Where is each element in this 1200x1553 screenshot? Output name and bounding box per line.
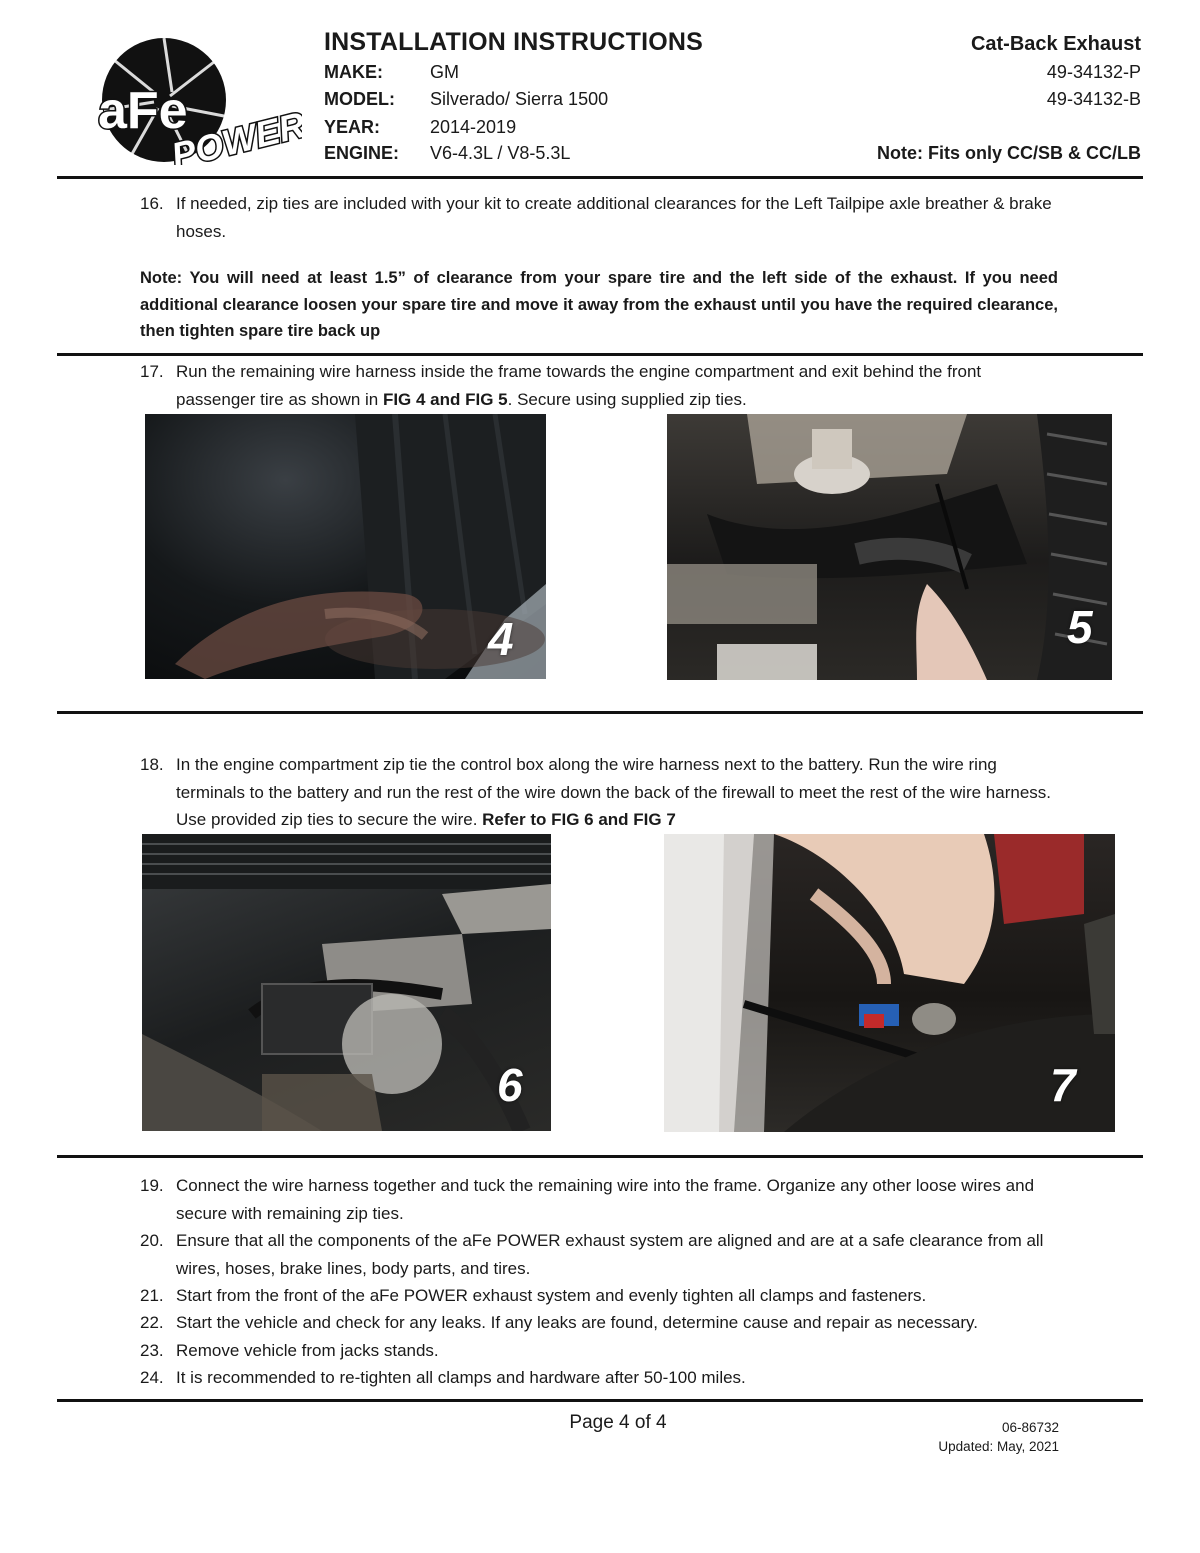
step-number: 23.	[140, 1341, 164, 1360]
spec-make-label: MAKE:	[324, 62, 383, 82]
step-text: Connect the wire harness together and tuck the remaining wire into the frame. Organize any other loose wires and secure with remaining zip ties.	[176, 1176, 1035, 1223]
figure-5-label: 5	[1067, 601, 1093, 653]
part-number-p: 49-34132-P	[1046, 62, 1141, 82]
step-18	[140, 751, 1060, 834]
figure-4-photo	[145, 414, 546, 679]
spec-model-value: Silverado/ Sierra 1500	[430, 89, 609, 109]
step-text: Start from the front of the aFe POWER exhaust system and evenly tighten all clamps and fasteners.	[176, 1286, 927, 1305]
part-number-b: 49-34132-B	[1046, 89, 1141, 109]
footer-divider	[57, 1399, 1143, 1402]
step-text: Ensure that all the components of the aFe POWER exhaust system are aligned and are at a safe clearance from all wires, hoses, brake lines, body parts, and tires.	[176, 1231, 1044, 1278]
spec-year-value: 2014-2019	[430, 117, 517, 137]
step-17	[140, 358, 1060, 413]
step-19	[140, 1172, 1060, 1227]
spec-make-value: GM	[430, 62, 459, 82]
svg-text:POWER: POWER	[167, 103, 302, 165]
step-23	[140, 1337, 1060, 1365]
figure-7-label: 7	[1050, 1059, 1076, 1111]
step-20	[140, 1227, 1060, 1282]
step-text-part: . Secure using supplied zip ties.	[507, 389, 747, 409]
spec-model-label: MODEL:	[324, 89, 395, 109]
page-number: Page 4 of 4	[569, 1412, 667, 1433]
step-number: 18.	[140, 755, 164, 774]
figure-6-photo	[142, 834, 551, 1131]
svg-text:aFe: aFe	[98, 82, 188, 140]
step-24	[140, 1364, 1060, 1392]
step-21	[140, 1282, 1060, 1310]
step-text	[176, 358, 1060, 413]
updated-date: Updated: May, 2021	[938, 1439, 1059, 1454]
step-text: It is recommended to re-tighten all clamps and hardware after 50-100 miles.	[176, 1368, 746, 1387]
figure-7-photo	[664, 834, 1115, 1132]
step-number: 16.	[140, 194, 164, 213]
step-number: 22.	[140, 1313, 164, 1332]
header-divider	[57, 176, 1143, 179]
step-text: Remove vehicle from jacks stands.	[176, 1341, 439, 1360]
step-number: 17.	[140, 362, 164, 381]
document-code: 06-86732	[1001, 1420, 1059, 1435]
step-number: 20.	[140, 1231, 164, 1250]
step-16	[140, 190, 1060, 245]
document-title: INSTALLATION INSTRUCTIONS	[324, 28, 704, 56]
figure-6-label: 6	[497, 1059, 523, 1111]
section-divider	[57, 711, 1143, 714]
step-number: 24.	[140, 1368, 164, 1387]
afe-power-logo	[92, 30, 302, 165]
figure-reference: Refer to FIG 6 and FIG 7	[482, 810, 676, 829]
spec-engine-label: ENGINE:	[324, 143, 400, 163]
figure-reference: FIG 4 and FIG 5	[382, 389, 508, 409]
spec-year-label: YEAR:	[324, 117, 381, 137]
step-text: If needed, zip ties are included with your kit to create additional clearances for the Left Tailpipe axle breather & brake hoses.	[176, 194, 1052, 241]
clearance-note: Note: You will need at least 1.5” of clearance from your spare tire and the left side of the exhaust. If you need additional clearance loosen your spare tire and move it away from the exhaust until you have the required clearance, then tighten spare tire back up	[140, 269, 1058, 340]
step-text-part: Run the remaining wire harness inside the frame towards the engine compartment and exit behind the front passenger tire as shown in	[176, 362, 982, 409]
step-22	[140, 1309, 1060, 1337]
fit-note: Note: Fits only CC/SB & CC/LB	[877, 143, 1141, 163]
step-text	[176, 751, 1060, 834]
product-name: Cat-Back Exhaust	[970, 33, 1141, 55]
step-text: Start the vehicle and check for any leaks. If any leaks are found, determine cause and repair as necessary.	[176, 1313, 978, 1332]
step-text-part: In the engine compartment zip tie the control box along the wire harness next to the battery. Run the wire ring terminals to the battery and run the rest of the wire down the back of the firewall to meet the rest of the wire harness. Use provided zip ties to secure the wire.	[176, 755, 1052, 829]
step-number: 21.	[140, 1286, 164, 1305]
step-number: 19.	[140, 1176, 164, 1195]
section-divider	[57, 1155, 1143, 1158]
spec-engine-value: V6-4.3L / V8-5.3L	[430, 143, 571, 163]
figure-4-label: 4	[488, 613, 514, 665]
figure-5-photo	[667, 414, 1112, 680]
section-divider	[57, 353, 1143, 356]
